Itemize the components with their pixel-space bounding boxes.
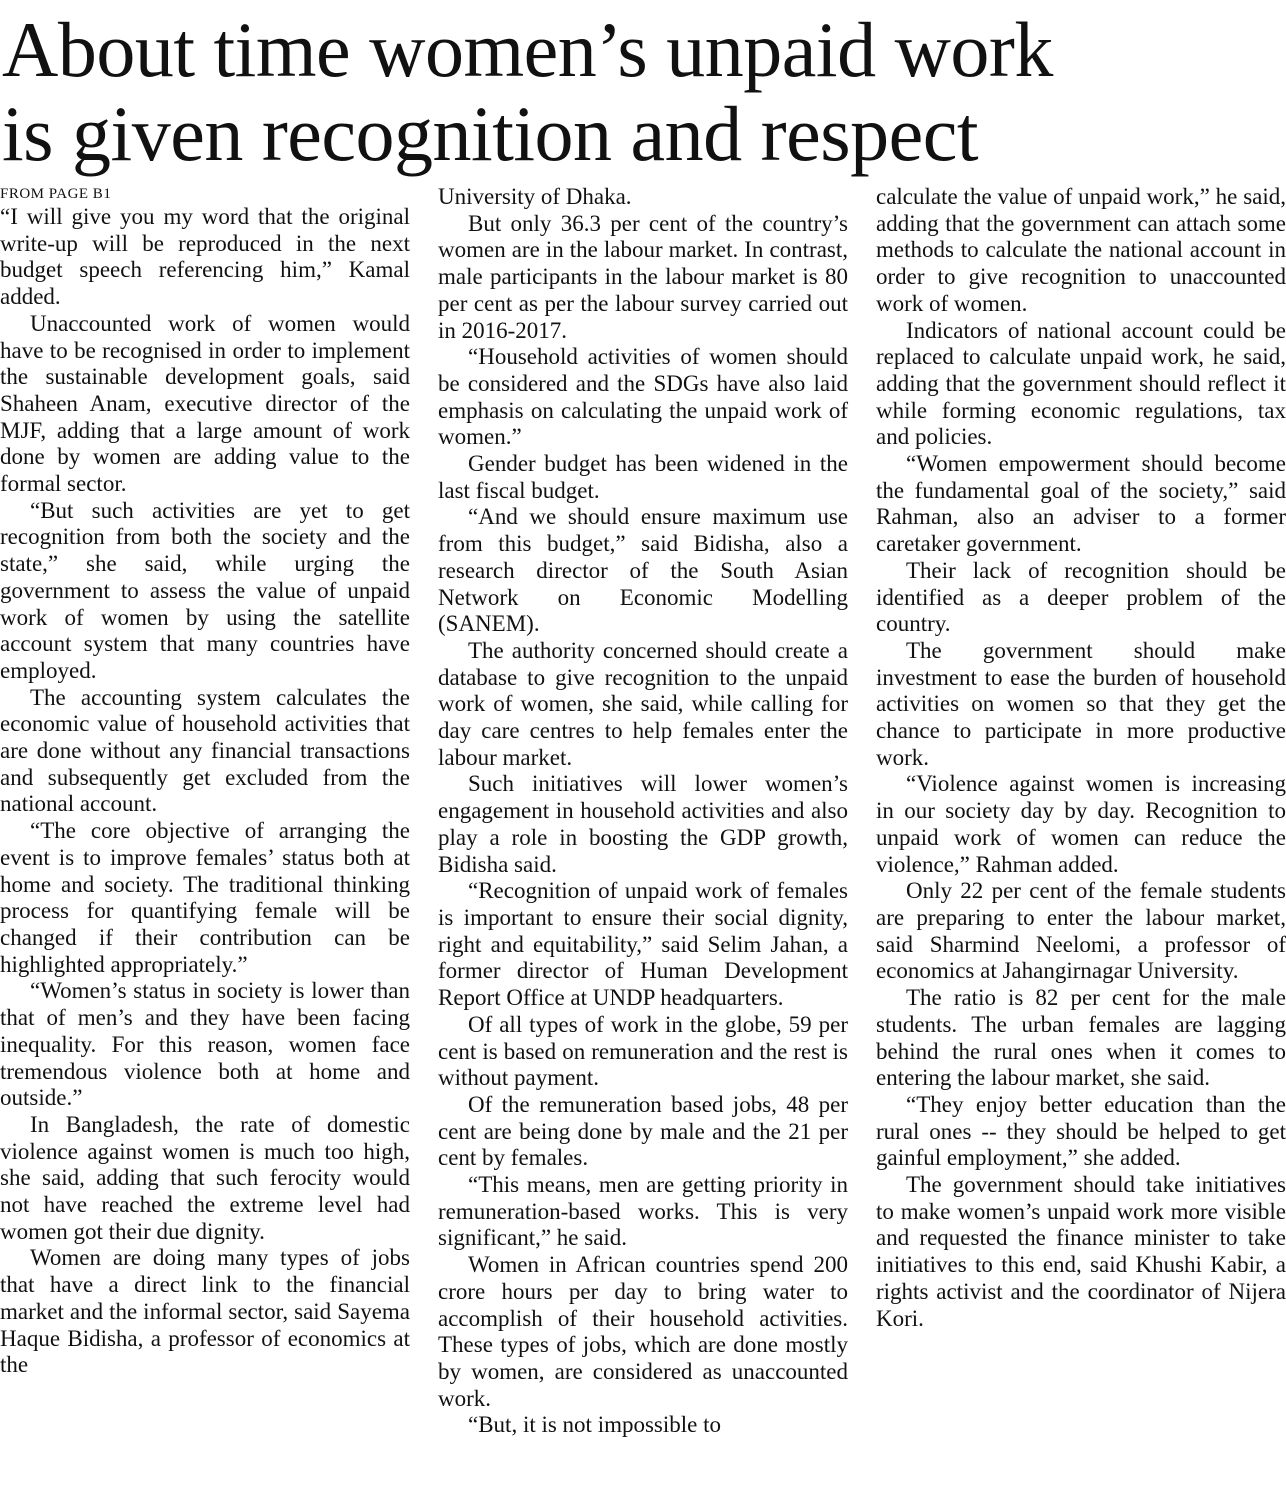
paragraph: Only 22 per cent of the female students are preparing to enter the labour market, said Sharmind Neelomi, a professor of economics at Jahangirnagar University. xyxy=(876,878,1286,984)
paragraph: calculate the value of unpaid work,” he said, adding that the government can attach some methods to calculate the national account in order to give recognition to unaccounted work of women. xyxy=(876,184,1286,316)
paragraph: “The core objective of arranging the event is to improve females’ status both at home and society. The traditional thinking process for quantifying female will be changed if their contribution can be highlighted appropriately.” xyxy=(0,818,410,977)
paragraph: But only 36.3 per cent of the country’s women are in the labour market. In contrast, male participants in the labour market is 80 per cent as per the labour survey carried out in 2016-2017. xyxy=(438,210,848,343)
paragraph: Indicators of national account could be replaced to calculate unpaid work, he said, adding that the government should reflect it while forming economic regulations, tax and policies. xyxy=(876,317,1286,450)
continuation-kicker: FROM PAGE B1 xyxy=(0,186,112,202)
paragraph: “Violence against women is increasing in our society day by day. Recognition to unpaid work of women can reduce the violence,” Rahman added. xyxy=(876,771,1286,877)
paragraph: “Recognition of unpaid work of females is important to ensure their social dignity, right and equitability,” said Selim Jahan, a former director of Human Development Report Office at UNDP headquarters. xyxy=(438,878,848,1011)
paragraph: “And we should ensure maximum use from this budget,” said Bidisha, also a research director of the South Asian Network on Economic Modelling (SANEM). xyxy=(438,504,848,637)
headline-line-2: is given recognition and respect xyxy=(2,90,979,177)
paragraph: Unaccounted work of women would have to be recognised in order to implement the sustainable development goals, said Shaheen Anam, executive director of the MJF, adding that a large amount of work done by women are adding value to the formal sector. xyxy=(0,310,410,497)
article-column-3 xyxy=(876,184,1286,1332)
paragraph: Women in African countries spend 200 crore hours per day to bring water to accomplish of their household activities. These types of jobs, which are done mostly by women, are considered as unaccounted work. xyxy=(438,1252,848,1411)
paragraph: “Women’s status in society is lower than that of men’s and they have been facing inequality. For this reason, women face tremendous violence both at home and outside.” xyxy=(0,978,410,1111)
paragraph: Such initiatives will lower women’s engagement in household activities and also play a role in boosting the GDP growth, Bidisha said. xyxy=(438,771,848,877)
headline xyxy=(2,8,1282,176)
paragraph: The government should make investment to ease the burden of household activities on women so that they get the chance to participate in more productive work. xyxy=(876,637,1286,770)
paragraph: In Bangladesh, the rate of domestic violence against women is much too high, she said, adding that such ferocity would not have reached the extreme level had women got their due dignity. xyxy=(0,1111,410,1244)
paragraph: The authority concerned should create a database to give recognition to the unpaid work of women, she said, while calling for day care centres to help females enter the labour market. xyxy=(438,637,848,770)
paragraph: Of all types of work in the globe, 59 per cent is based on remuneration and the rest is without payment. xyxy=(438,1011,848,1091)
paragraph: “But such activities are yet to get recognition from both the society and the state,” she said, while urging the government to assess the value of unpaid work of women by using the satellite account system that many countries have employed. xyxy=(0,497,410,683)
paragraph: “But, it is not impossible to xyxy=(468,1412,722,1438)
paragraph: “Household activities of women should be considered and the SDGs have also laid emphasis on calculating the unpaid work of women.” xyxy=(438,344,848,450)
paragraph: University of Dhaka. xyxy=(438,184,632,209)
paragraph: “Women empowerment should become the fundamental goal of the society,” said Rahman, also an adviser to a former caretaker government. xyxy=(876,451,1286,557)
paragraph: Gender budget has been widened in the last fiscal budget. xyxy=(438,451,848,503)
headline-line-1: About time women’s unpaid work xyxy=(2,6,1053,93)
article-column-2 xyxy=(438,184,848,1439)
paragraph: Women are doing many types of jobs that have a direct link to the financial market and the informal sector, said Sayema Haque Bidisha, a professor of economics at the xyxy=(0,1245,410,1378)
paragraph: “They enjoy better education than the rural ones -- they should be helped to get gainful employment,” she added. xyxy=(876,1091,1286,1171)
paragraph: The accounting system calculates the economic value of household activities that are done without any financial transactions and subsequently get excluded from the national account. xyxy=(0,684,410,817)
paragraph: Their lack of recognition should be identified as a deeper problem of the country. xyxy=(876,557,1286,637)
article-column-1 xyxy=(0,184,410,1379)
paragraph: “I will give you my word that the original write-up will be reproduced in the next budget speech referencing him,” Kamal added. xyxy=(0,204,410,310)
paragraph: The government should take initiatives to make women’s unpaid work more visible and requested the finance minister to take initiatives to this end, said Khushi Kabir, a rights activist and the coordinator of Nijera Kori. xyxy=(876,1172,1286,1331)
paragraph: The ratio is 82 per cent for the male students. The urban females are lagging behind the rural ones when it comes to entering the labour market, she said. xyxy=(876,985,1286,1091)
paragraph: Of the remuneration based jobs, 48 per cent are being done by male and the 21 per cent by females. xyxy=(438,1091,848,1171)
paragraph: “This means, men are getting priority in remuneration-based works. This is very significant,” he said. xyxy=(438,1172,848,1251)
